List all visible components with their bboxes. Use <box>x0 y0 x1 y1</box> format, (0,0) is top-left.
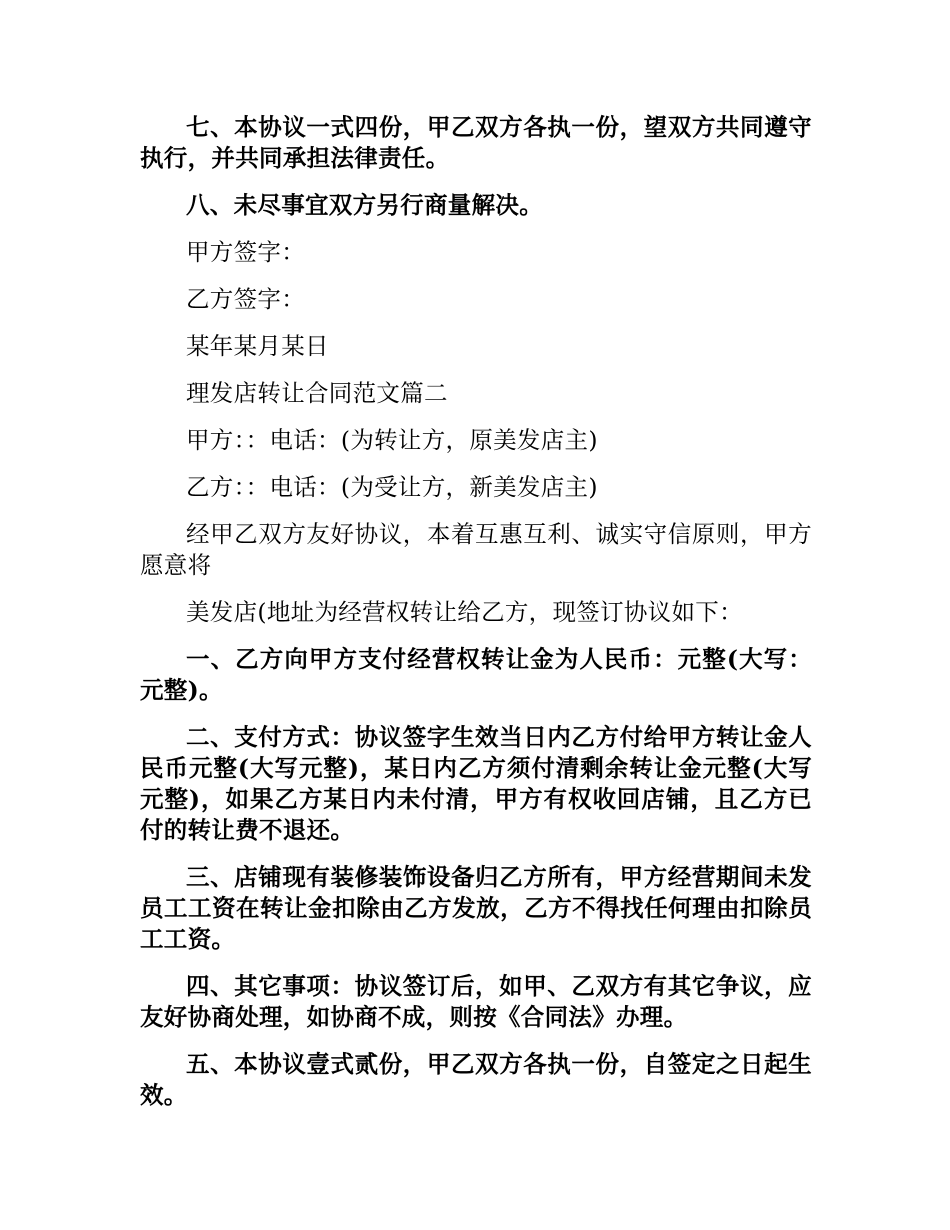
clause-4: 四、其它事项：协议签订后，如甲、乙双方有其它争议，应友好协商处理，如协商不成，则按《合同法》办理。 <box>140 972 812 1031</box>
document-body <box>140 112 812 1127</box>
party-a-info: 甲方：：电话：(为转让方，原美发店主) <box>186 426 598 454</box>
preamble-continued: 美发店(地址为经营权转让给乙方，现签订协议如下： <box>186 598 743 626</box>
clause-3: 三、店铺现有装修装饰设备归乙方所有，甲方经营期间未发员工工资在转让金扣除由乙方发放，乙方不得找任何理由扣除员工工资。 <box>140 863 812 953</box>
party-b-signature-line: 乙方签字： <box>186 285 305 313</box>
date-line: 某年某月某日 <box>186 332 329 360</box>
section-heading: 理发店转让合同范文篇二 <box>186 379 448 407</box>
clause-7: 七、本协议一式四份，甲乙双方各执一份，望双方共同遵守执行，并共同承担法律责任。 <box>140 113 812 172</box>
clause-1: 一、乙方向甲方支付经营权转让金为人民币：元整(大写：元整)。 <box>140 645 812 704</box>
party-a-signature-line: 甲方签字： <box>186 238 305 266</box>
clause-8: 八、未尽事宜双方另行商量解决。 <box>186 191 543 219</box>
party-b-info: 乙方：：电话：(为受让方，新美发店主) <box>186 473 598 501</box>
clause-5: 五、本协议壹式贰份，甲乙双方各执一份，自签定之日起生效。 <box>140 1050 812 1109</box>
clause-2: 二、支付方式：协议签字生效当日内乙方付给甲方转让金人民币元整(大写元整)，某日内乙方须付清剩余转让金元整(大写元整)，如果乙方某日内未付清，甲方有权收回店铺，且乙方已付的转让费不退还。 <box>140 723 812 844</box>
preamble: 经甲乙双方友好协议，本着互惠互利、诚实守信原则，甲方愿意将 <box>140 520 812 579</box>
